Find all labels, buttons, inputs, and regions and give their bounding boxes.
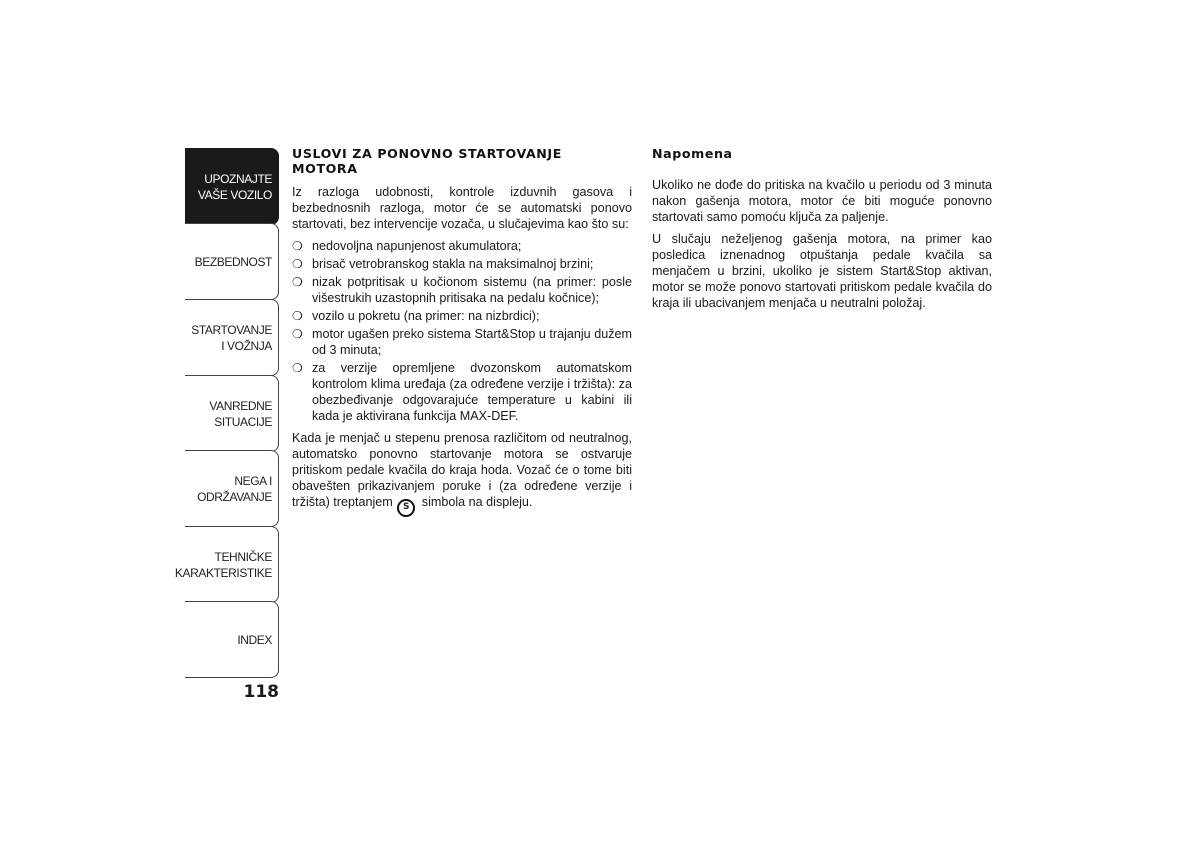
bullet-circle-icon: ❍ (292, 239, 303, 253)
start-stop-icon: S (397, 499, 415, 517)
tab-index[interactable]: INDEX (185, 601, 279, 678)
list-item (292, 326, 632, 358)
list-item (292, 238, 632, 254)
bullet-circle-icon: ❍ (292, 361, 303, 375)
list-item-text: brisač vetrobranskog stakla na maksimalnoj brzini; (312, 257, 594, 271)
right-column (652, 146, 992, 317)
tab-startovanje-i-voznja[interactable]: STARTOVANJE I VOŽNJA (185, 299, 279, 376)
bullet-circle-icon: ❍ (292, 309, 303, 323)
closing-text-end: simbola na displeju. (421, 495, 533, 509)
tab-upoznajte-vase-vozilo[interactable]: UPOZNAJTE VAŠE VOZILO (185, 148, 279, 225)
bullet-circle-icon: ❍ (292, 257, 303, 271)
list-item-text: nizak potpritisak u kočionom sistemu (na primer: posle višestrukih uzastopnih pritisaka na pedalu kočnice); (312, 275, 632, 305)
bullet-circle-icon: ❍ (292, 327, 303, 341)
closing-paragraph (292, 430, 632, 517)
list-item-text: vozilo u pokretu (na primer: na nizbrdici); (312, 309, 540, 323)
list-item (292, 360, 632, 424)
intro-paragraph: Iz razloga udobnosti, kontrole izduvnih gasova i bezbednosnih razloga, motor će se automatski ponovo startovati, bez intervencije vozača, u slučajevima kao što su: (292, 185, 632, 231)
tab-bezbednost[interactable]: BEZBEDNOST (185, 223, 279, 300)
note-paragraph: Ukoliko ne dođe do pritiska na kvačilo u periodu od 3 minuta nakon gašenja motora, motor će biti moguće ponovno startovati samo pomoću ključa za paljenje. (652, 178, 992, 224)
bullet-circle-icon: ❍ (292, 275, 303, 289)
page-number: 118 (243, 682, 279, 702)
list-item-text: za verzije opremljene dvozonskom automatskom kontrolom klima uređaja (za određene verzije i tržišta): za obezbeđivanje odgovarajuće temperature u kabini ili kada je aktivirana funkcija MAX-DEF. (312, 361, 632, 423)
note-heading: Napomena (652, 146, 733, 161)
list-item-text: motor ugašen preko sistema Start&Stop u trajanju dužem od 3 minuta; (312, 327, 632, 357)
list-item (292, 274, 632, 306)
note-paragraph: U slučaju neželjenog gašenja motora, na primer kao posledica iznenadnog otpuštanja pedale kvačila sa menjačem u brzini, ukoliko je sistem Start&Stop aktivan, motor se može ponovo startovati pritiskom pedale kvačila do kraja ili ubacivanjem menjača u neutralni položaj. (652, 232, 992, 310)
list-item-text: nedovoljna napunjenost akumulatora; (312, 239, 522, 253)
list-item (292, 308, 632, 324)
list-item (292, 256, 632, 272)
tab-tehnicke-karakteristike[interactable]: TEHNIČKE KARAKTERISTIKE (185, 526, 279, 603)
tab-nega-i-odrzavanje[interactable]: NEGA I ODRŽAVANJE (185, 450, 279, 527)
condition-list (292, 238, 632, 424)
closing-text: Kada je menjač u stepenu prenosa različitom od neutralnog, automatsko ponovno startovanje motora se ostvaruje pritiskom pedale kvačila do kraja hoda. Vozač će o tome biti obavešten prikazivanjem poruke i (za određene verzije i tržišta) treptanjem (292, 431, 632, 509)
section-heading: USLOVI ZA PONOVNO STARTOVANJE MOTORA (292, 146, 562, 176)
left-column (292, 146, 632, 523)
tab-vanredne-situacije[interactable]: VANREDNE SITUACIJE (185, 375, 279, 452)
